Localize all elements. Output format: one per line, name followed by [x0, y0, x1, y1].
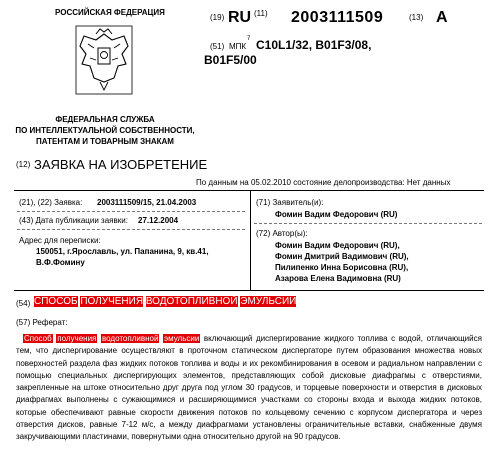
invention-title-word: ПОЛУЧЕНИЯ: [80, 296, 144, 307]
author-1: Фомин Вадим Федорович (RU),: [275, 241, 400, 250]
code-51: (51): [210, 42, 225, 51]
column-divider: [250, 190, 251, 290]
author-2: Фомин Дмитрий Вадимович (RU),: [275, 252, 409, 261]
bottom-rule: [14, 290, 484, 291]
abstract-highlight-word: эмульсии: [164, 334, 200, 343]
address-label: Адрес для переписки:: [19, 236, 101, 245]
separator: [17, 211, 245, 212]
mpk-label: МПК: [229, 42, 247, 51]
agency-line-3: ПАТЕНТАМ И ТОВАРНЫМ ЗНАКАМ: [36, 137, 174, 146]
abstract-highlight-word: получения: [57, 334, 97, 343]
kind-code: A: [436, 9, 448, 26]
invention-title: [34, 296, 296, 307]
applicant-value: Фомин Вадим Федорович (RU): [275, 210, 398, 219]
author-4: Азарова Елена Вадимовна (RU): [275, 274, 401, 283]
abstract-text: [16, 333, 482, 444]
ipc-classes-line-1: C10L1/32, B01F3/08,: [256, 38, 372, 52]
invention-title-word: ВОДОТОПЛИВНОЙ: [145, 296, 238, 307]
authors-label: (72) Автор(ы):: [256, 229, 308, 238]
publication-date-label: (43) Дата публикации заявки:: [19, 216, 128, 225]
address-line-1: 150051, г.Ярославль, ул. Папанина, 9, кв.41,: [36, 247, 209, 256]
abstract-label: (57) Реферат:: [16, 318, 68, 327]
author-3: Пилипенко Инна Борисовна (RU),: [275, 263, 409, 272]
agency-line-2: ПО ИНТЕЛЛЕКТУАЛЬНОЙ СОБСТВЕННОСТИ,: [15, 126, 195, 135]
abstract-highlight-word: водотопливной: [101, 334, 159, 343]
application-title: ЗАЯВКА НА ИЗОБРЕТЕНИЕ: [34, 157, 208, 172]
mpk-version: 7: [247, 36, 251, 42]
application-label: (21), (22) Заявка:: [19, 198, 83, 207]
country-label: РОССИЙСКАЯ ФЕДЕРАЦИЯ: [55, 8, 165, 17]
separator: [17, 229, 245, 230]
country-code: RU: [228, 9, 252, 26]
code-19: (19): [210, 13, 225, 22]
code-54: (54): [16, 299, 31, 308]
agency-block: [0, 114, 210, 147]
address-line-2: В.Ф.Фомину: [36, 258, 85, 267]
ipc-classes-line-2: B01F5/00: [204, 53, 257, 67]
status-line: По данным на 05.02.2010 состояние делопроизводства: Нет данных: [196, 178, 451, 187]
applicant-label: (71) Заявитель(и):: [256, 198, 324, 207]
code-13: (13): [409, 13, 424, 22]
coat-of-arms-icon: [74, 24, 134, 96]
abstract-body: включающий диспергирование жидкого топлива с водой, отличающийся тем, что диспергирование осуществляют в проточном статическом диспергаторе путем образования множества новых поверхностей раздела фаз жидких потоков топлива и воды и их рекомбинирования в осевом и радиальном направлении с помощью специальных диспергирующих элементов, представляющих собой дисковые диафрагмы с отверстиями, закрепленные на штоке относительно друг друга под углом 30 градусов, и торцевые поверхности и отверстия в дисковых диафрагмах выполнены с сужающимися и расширяющимися участками со стороны входа и выхода жидких потоков, которые обеспечивают равные скорости движения потоков по кольцевому сечению с корпусом диспергатора и через отверстия дисков, равные 7-12 м/с, а между диафрагмами установлены ограничительные вставки, снабженные двумя закручивающими пластинами, повернутыми одна относительно другой на 90 градусов.: [16, 334, 482, 442]
invention-title-word: СПОСОБ: [34, 296, 78, 307]
separator: [254, 223, 482, 224]
invention-title-word: ЭМУЛЬСИИ: [240, 296, 297, 307]
top-rule: [14, 190, 484, 191]
agency-line-1: ФЕДЕРАЛЬНАЯ СЛУЖБА: [55, 115, 155, 124]
abstract-highlight-word: Способ: [24, 334, 52, 343]
application-value: 2003111509/15, 21.04.2003: [97, 198, 197, 207]
code-12: (12): [16, 160, 31, 169]
publication-number: 2003111509: [291, 9, 384, 26]
code-11: (11): [254, 9, 268, 18]
publication-date-value: 27.12.2004: [138, 216, 179, 225]
